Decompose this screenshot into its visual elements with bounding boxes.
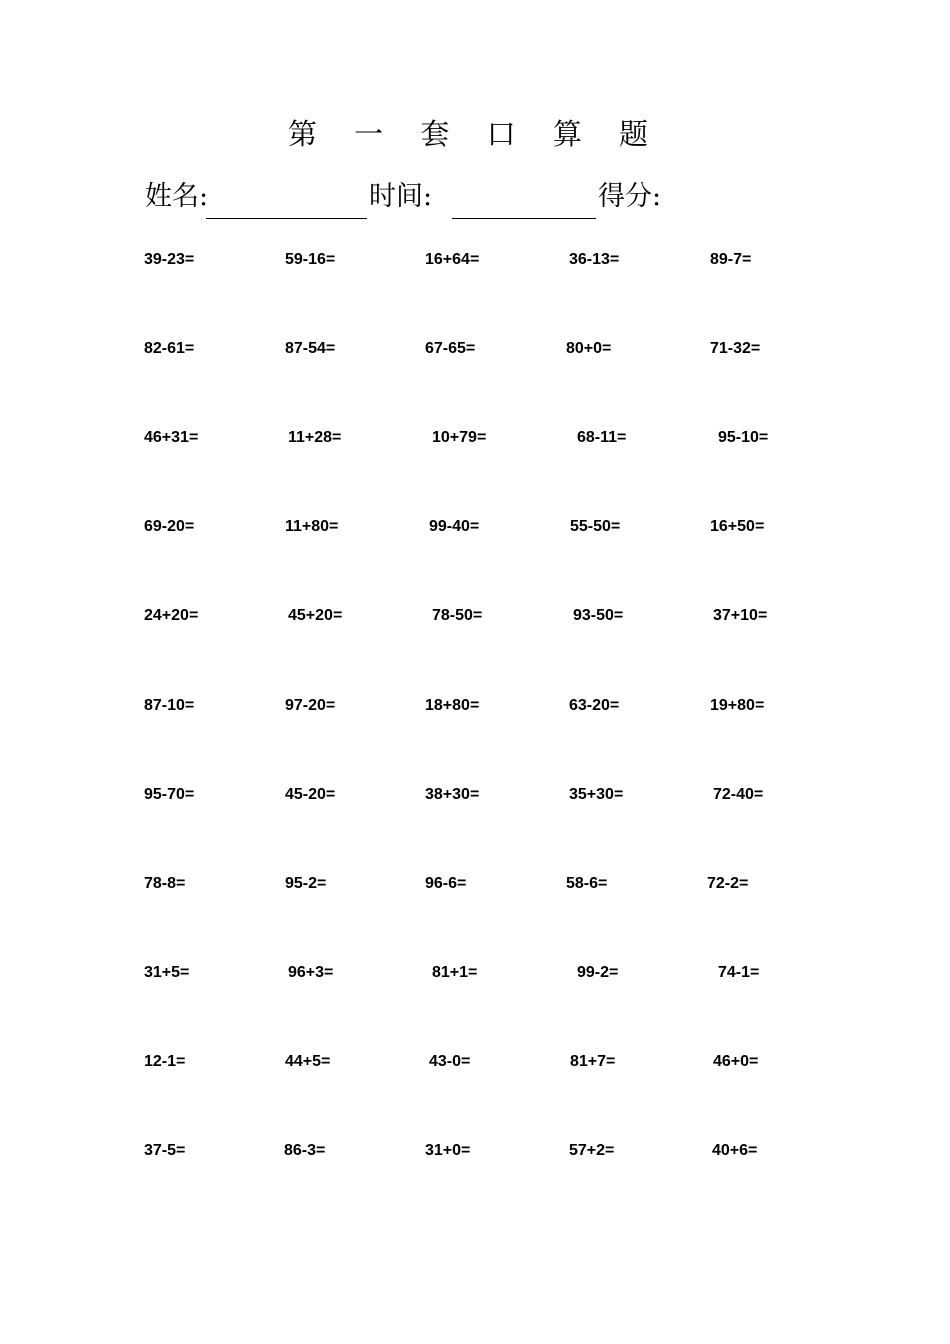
problem-item: 99-40= (429, 518, 480, 535)
problem-item: 96+3= (288, 964, 334, 981)
problem-item: 16+64= (425, 251, 480, 268)
time-blank-line[interactable] (452, 218, 596, 219)
problem-item: 86-3= (284, 1142, 326, 1159)
problem-item: 95-70= (144, 786, 195, 803)
problem-item: 74-1= (718, 964, 760, 981)
problem-item: 59-16= (285, 251, 336, 268)
page-title: 第 一 套 口 算 题 (287, 117, 663, 151)
problem-item: 96-6= (425, 875, 467, 892)
score-label: 得分: (598, 181, 662, 212)
problem-item: 97-20= (285, 697, 336, 714)
problem-item: 95-10= (718, 429, 769, 446)
problem-item: 93-50= (573, 607, 624, 624)
problem-item: 43-0= (429, 1053, 471, 1070)
problem-item: 57+2= (569, 1142, 615, 1159)
problem-item: 44+5= (285, 1053, 331, 1070)
problem-item: 16+50= (710, 518, 765, 535)
problem-item: 87-10= (144, 697, 195, 714)
problem-item: 38+30= (425, 786, 480, 803)
problem-item: 68-11= (577, 429, 627, 446)
problem-item: 10+79= (432, 429, 487, 446)
problem-item: 45+20= (288, 607, 343, 624)
name-label: 姓名: (145, 181, 209, 212)
problem-item: 12-1= (144, 1053, 186, 1070)
problem-item: 55-50= (570, 518, 621, 535)
problem-item: 36-13= (569, 251, 620, 268)
problem-item: 78-8= (144, 875, 186, 892)
problem-item: 72-40= (713, 786, 764, 803)
problem-item: 63-20= (569, 697, 620, 714)
problem-item: 72-2= (707, 875, 749, 892)
problem-item: 11+80= (285, 518, 339, 535)
problem-item: 31+0= (425, 1142, 471, 1159)
problem-item: 87-54= (285, 340, 336, 357)
problem-item: 24+20= (144, 607, 199, 624)
problem-item: 58-6= (566, 875, 608, 892)
problem-item: 46+0= (713, 1053, 759, 1070)
time-label: 时间: (369, 181, 433, 212)
problem-item: 89-7= (710, 251, 752, 268)
problem-item: 78-50= (432, 607, 483, 624)
problem-item: 40+6= (712, 1142, 758, 1159)
problem-item: 95-2= (285, 875, 327, 892)
problem-item: 45-20= (285, 786, 336, 803)
problem-item: 31+5= (144, 964, 190, 981)
problem-item: 67-65= (425, 340, 476, 357)
problem-item: 69-20= (144, 518, 195, 535)
problem-item: 35+30= (569, 786, 624, 803)
problem-item: 19+80= (710, 697, 765, 714)
problem-item: 37-5= (144, 1142, 186, 1159)
problem-item: 11+28= (288, 429, 342, 446)
problem-item: 37+10= (713, 607, 768, 624)
problem-item: 18+80= (425, 697, 480, 714)
problem-item: 82-61= (144, 340, 195, 357)
problem-item: 81+7= (570, 1053, 616, 1070)
problem-item: 46+31= (144, 429, 199, 446)
name-blank-line[interactable] (206, 218, 367, 219)
problem-item: 71-32= (710, 340, 761, 357)
problem-item: 39-23= (144, 251, 195, 268)
problem-item: 80+0= (566, 340, 612, 357)
problem-item: 81+1= (432, 964, 478, 981)
problem-item: 99-2= (577, 964, 619, 981)
